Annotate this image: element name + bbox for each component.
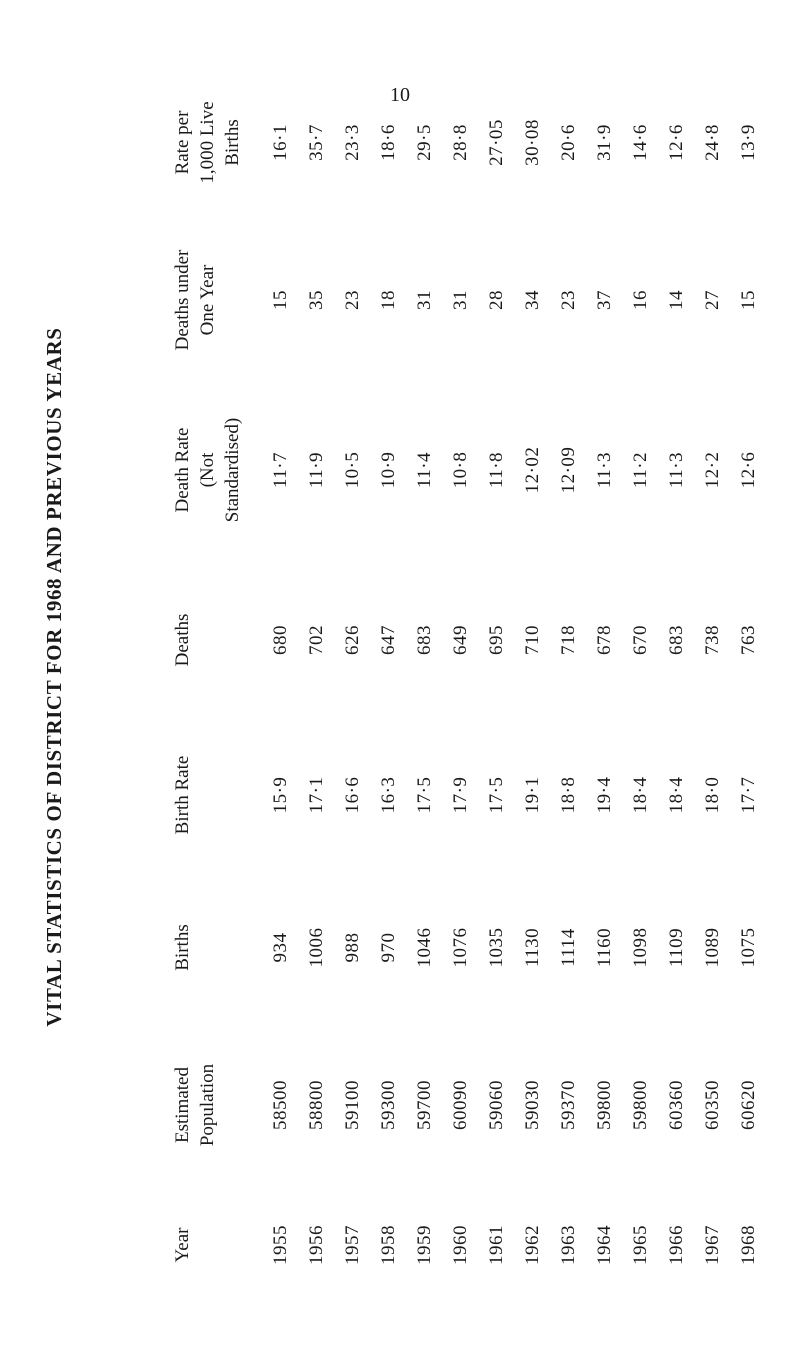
column-header-line: Birth Rate: [172, 755, 193, 835]
cell-death-rate: 11·8: [486, 451, 507, 489]
cell-births: 1035: [486, 927, 507, 968]
cell-births: 1098: [630, 927, 651, 968]
cell-births: 1109: [666, 927, 687, 968]
cell-estimated-population: 60360: [666, 1080, 687, 1130]
cell-death-rate: 11·2: [630, 451, 651, 489]
cell-infant-death-rate: 24·8: [702, 124, 723, 161]
cell-birth-rate: 17·5: [486, 776, 507, 814]
cell-deaths: 647: [378, 625, 399, 655]
cell-deaths: 702: [306, 625, 327, 655]
cell-year: 1956: [306, 1225, 327, 1265]
cell-infant-death-rate: 23·3: [342, 124, 363, 161]
table-row: [659, 60, 695, 1300]
cell-infant-death-rate: 20·6: [558, 124, 579, 161]
cell-infant-deaths: 28: [486, 290, 507, 310]
cell-birth-rate: 17·1: [306, 776, 327, 814]
cell-births: 934: [270, 932, 291, 963]
cell-infant-deaths: 14: [666, 290, 687, 310]
cell-death-rate: 12·02: [522, 446, 543, 494]
table-header-row: [170, 60, 263, 1300]
table-row: [623, 60, 659, 1300]
column-header-infant-death-rate: [170, 60, 263, 225]
cell-year: 1968: [738, 1225, 759, 1265]
cell-deaths: 695: [486, 625, 507, 655]
cell-estimated-population: 59060: [486, 1080, 507, 1130]
cell-birth-rate: 18·8: [558, 776, 579, 814]
table-row: [263, 60, 299, 1300]
table-body: [263, 60, 767, 1300]
cell-estimated-population: 59700: [414, 1080, 435, 1130]
cell-births: 1160: [594, 927, 615, 968]
cell-infant-deaths: 35: [306, 290, 327, 310]
column-header-births: [170, 875, 263, 1020]
vital-statistics-table-wrapper: [170, 60, 759, 1300]
cell-birth-rate: 17·7: [738, 776, 759, 814]
cell-infant-death-rate: 29·5: [414, 124, 435, 161]
cell-infant-deaths: 18: [378, 290, 399, 310]
cell-infant-death-rate: 14·6: [630, 124, 651, 161]
cell-infant-deaths: 34: [522, 290, 543, 310]
cell-year: 1958: [378, 1225, 399, 1265]
cell-birth-rate: 18·4: [630, 776, 651, 814]
cell-infant-death-rate: 18·6: [378, 124, 399, 161]
cell-year: 1965: [630, 1225, 651, 1265]
cell-birth-rate: 19·1: [522, 776, 543, 814]
column-header-infant-deaths: [170, 225, 263, 375]
cell-infant-deaths: 37: [594, 290, 615, 310]
column-header-line: Deaths under: [172, 249, 193, 351]
column-header-line: Estimated: [172, 1067, 193, 1143]
cell-year: 1964: [594, 1225, 615, 1265]
cell-infant-deaths: 31: [414, 290, 435, 310]
cell-deaths: 670: [630, 625, 651, 655]
cell-infant-deaths: 16: [630, 290, 651, 310]
table-row: [443, 60, 479, 1300]
cell-year: 1962: [522, 1225, 543, 1265]
cell-infant-death-rate: 27·05: [486, 119, 507, 166]
cell-year: 1960: [450, 1225, 471, 1265]
cell-death-rate: 10·5: [342, 451, 363, 489]
table-row: [479, 60, 515, 1300]
cell-deaths: 626: [342, 625, 363, 655]
cell-year: 1963: [558, 1225, 579, 1265]
cell-death-rate: 11·9: [306, 451, 327, 489]
cell-births: 1089: [702, 927, 723, 968]
cell-year: 1959: [414, 1225, 435, 1265]
cell-deaths: 763: [738, 625, 759, 655]
cell-year: 1967: [702, 1225, 723, 1265]
cell-death-rate: 12·6: [738, 451, 759, 489]
cell-births: 1130: [522, 927, 543, 968]
cell-deaths: 718: [558, 625, 579, 655]
cell-infant-death-rate: 28·8: [450, 124, 471, 161]
cell-estimated-population: 59100: [342, 1080, 363, 1130]
cell-deaths: 710: [522, 625, 543, 655]
cell-infant-death-rate: 16·1: [270, 124, 291, 161]
cell-year: 1955: [270, 1225, 291, 1265]
cell-births: 1076: [450, 927, 471, 968]
page-title: VITAL STATISTICS OF DISTRICT FOR 1968 AND PREVIOUS YEARS: [42, 327, 66, 1027]
cell-birth-rate: 17·9: [450, 776, 471, 814]
column-header-deaths: [170, 565, 263, 715]
cell-deaths: 683: [414, 625, 435, 655]
table-row: [731, 60, 767, 1300]
cell-infant-death-rate: 13·9: [738, 124, 759, 161]
column-header-line: Death Rate: [172, 427, 193, 513]
column-header-line: Year: [172, 1227, 193, 1263]
cell-infant-death-rate: 31·9: [594, 124, 615, 161]
cell-birth-rate: 16·3: [378, 776, 399, 814]
cell-estimated-population: 60090: [450, 1080, 471, 1130]
column-header-estimated-population: [170, 1020, 263, 1190]
cell-year: 1957: [342, 1225, 363, 1265]
cell-birth-rate: 19·4: [594, 776, 615, 814]
cell-year: 1966: [666, 1225, 687, 1265]
column-header-line: Births: [222, 119, 243, 166]
cell-infant-death-rate: 30·08: [522, 119, 543, 166]
cell-death-rate: 12·09: [558, 446, 579, 494]
cell-deaths: 683: [666, 625, 687, 655]
cell-estimated-population: 59370: [558, 1080, 579, 1130]
cell-deaths: 680: [270, 625, 291, 655]
cell-births: 1006: [306, 927, 327, 968]
cell-births: 970: [378, 932, 399, 963]
column-header-line: (Not: [197, 452, 218, 488]
column-header-birth-rate: [170, 715, 263, 875]
cell-birth-rate: 18·4: [666, 776, 687, 814]
cell-estimated-population: 58800: [306, 1080, 327, 1130]
cell-estimated-population: 59300: [378, 1080, 399, 1130]
cell-death-rate: 11·4: [414, 451, 435, 489]
cell-year: 1961: [486, 1225, 507, 1265]
column-header-line: Deaths: [172, 613, 193, 667]
cell-infant-death-rate: 12·6: [666, 124, 687, 161]
cell-infant-deaths: 15: [738, 290, 759, 310]
cell-death-rate: 11·3: [666, 451, 687, 489]
cell-death-rate: 12·2: [702, 451, 723, 489]
cell-estimated-population: 60620: [738, 1080, 759, 1130]
cell-birth-rate: 16·6: [342, 776, 363, 814]
column-header-line: Births: [172, 924, 193, 971]
cell-estimated-population: 60350: [702, 1080, 723, 1130]
cell-infant-deaths: 31: [450, 290, 471, 310]
cell-death-rate: 11·7: [270, 451, 291, 489]
table-row: [551, 60, 587, 1300]
vital-statistics-table: [170, 60, 767, 1300]
column-header-line: Population: [197, 1063, 218, 1147]
cell-infant-deaths: 23: [342, 290, 363, 310]
column-header-line: Standardised): [222, 417, 243, 523]
cell-births: 988: [342, 932, 363, 963]
cell-births: 1046: [414, 927, 435, 968]
cell-estimated-population: 59030: [522, 1080, 543, 1130]
cell-birth-rate: 17·5: [414, 776, 435, 814]
table-row: [407, 60, 443, 1300]
table-row: [515, 60, 551, 1300]
cell-deaths: 649: [450, 625, 471, 655]
cell-births: 1075: [738, 927, 759, 968]
cell-estimated-population: 59800: [594, 1080, 615, 1130]
cell-infant-deaths: 27: [702, 290, 723, 310]
cell-infant-death-rate: 35·7: [306, 124, 327, 161]
column-header-line: 1,000 Live: [197, 101, 218, 184]
cell-deaths: 738: [702, 625, 723, 655]
cell-birth-rate: 18·0: [702, 776, 723, 814]
table-row: [371, 60, 407, 1300]
cell-births: 1114: [558, 928, 579, 967]
column-header-death-rate: [170, 375, 263, 565]
column-header-line: Rate per: [172, 110, 193, 175]
cell-birth-rate: 15·9: [270, 776, 291, 814]
column-header-year: [170, 1190, 263, 1300]
page-number: 10: [390, 84, 410, 106]
cell-estimated-population: 59800: [630, 1080, 651, 1130]
table-row: [299, 60, 335, 1300]
cell-infant-deaths: 23: [558, 290, 579, 310]
column-header-line: One Year: [197, 264, 218, 336]
cell-death-rate: 10·9: [378, 451, 399, 489]
cell-estimated-population: 58500: [270, 1080, 291, 1130]
cell-death-rate: 10·8: [450, 451, 471, 489]
cell-deaths: 678: [594, 625, 615, 655]
cell-infant-deaths: 15: [270, 290, 291, 310]
table-row: [695, 60, 731, 1300]
table-row: [335, 60, 371, 1300]
cell-death-rate: 11·3: [594, 451, 615, 489]
table-row: [587, 60, 623, 1300]
